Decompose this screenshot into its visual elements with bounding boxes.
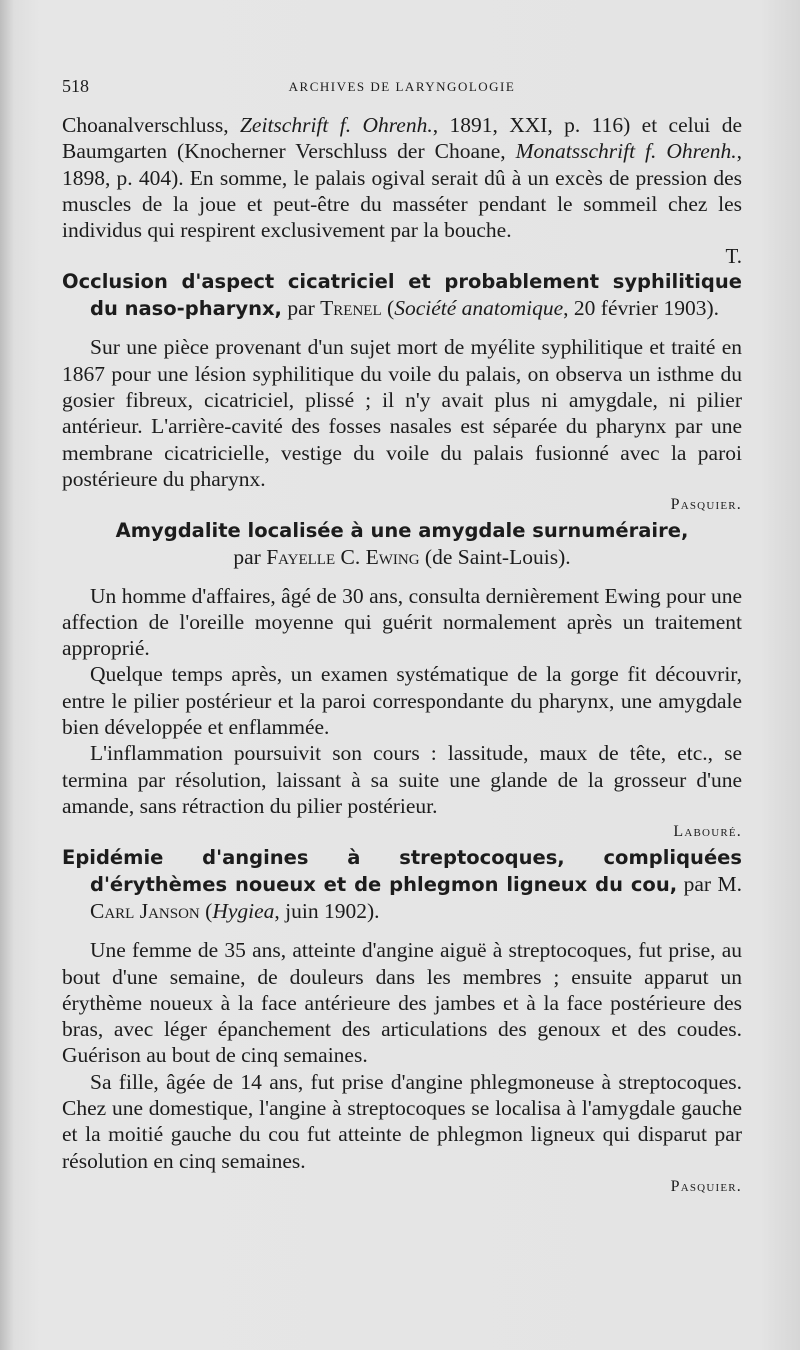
reviewer-signature: T. bbox=[725, 244, 742, 269]
article-title-amygdalite: Amygdalite localisée à une amygdale surnuméraire, bbox=[115, 519, 689, 543]
article-paragraph: L'inflammation poursuivit son cours : lassitude, maux de tête, etc., se termina par résolution, laissant à sa suite une glande de la grosseur d'une amande, sans rétraction du pilier postérieur. bbox=[62, 741, 742, 818]
article-paragraph: Un homme d'affaires, âgé de 30 ans, consulta dernièrement Ewing pour une affection de l'oreille moyenne qui guérit normalement après un traitement approprié. bbox=[62, 583, 742, 661]
page-number: 518 bbox=[62, 76, 89, 96]
author-name: Carl Janson bbox=[90, 899, 200, 924]
continued-paragraph: Choanalverschluss, Zeitschrift f. Ohrenh., 1891, XXI, p. 116) et celui de Baumgarten (Knocherner Verschluss der Choane, Monatsschrift f. Ohrenh., 1898, p. 404). En somme, le palais ogival serait dû à un excès de pression des muscles de la joue et peut-être du masséter pendant le sommeil chez les individus qui respirent exclusivement par la bouche. bbox=[62, 113, 742, 243]
journal-name: Zeitschrift f. Ohrenh. bbox=[239, 113, 433, 137]
article-paragraph: Une femme de 35 ans, atteinte d'angine aiguë à streptocoques, fut prise, au bout d'une semaine, de douleurs dans les membres ; ensuite apparut un érythème noueux à la face antérieure des jambes et à la face postérieure des bras, avec léger épanchement des articulations des genoux et des coudes. Guérison au bout de cinq semaines. bbox=[62, 938, 742, 1068]
article-paragraph: Sur une pièce provenant d'un sujet mort de myélite syphilitique et traité en 1867 pour une lésion syphilitique du voile du palais, on observa un isthme du gosier fibreux, cicatriciel, plissé ; il n'y avait plus ni amygdale, ni pilier antérieur. L'arrière-cavité des fosses nasales est séparée du pharynx par une membrane cicatricielle, vestige du voile du palais fusionné avec la paroi postérieure du pharynx. bbox=[62, 335, 742, 491]
reviewer-signature: Pasquier. bbox=[670, 496, 742, 514]
page-header bbox=[62, 76, 742, 100]
reviewer-signature: Pasquier. bbox=[670, 1177, 742, 1195]
author-name: Trenel bbox=[320, 296, 382, 321]
source-name: Société anatomique bbox=[394, 296, 564, 321]
article-paragraph: Quelque temps après, un examen systématique de la gorge fit découvrir, entre le pilier postérieur et la paroi correspondante du pharynx, une amygdale bien développée et enflammée. bbox=[62, 662, 742, 740]
author-name: Fayelle C. Ewing bbox=[266, 545, 420, 570]
source-name: Hygiea bbox=[212, 899, 275, 924]
article-title-occlusion: Occlusion d'aspect cicatriciel et probablement syphilitique du naso-pharynx, par Trenel (Société anatomique, 20 février 1903). bbox=[62, 270, 742, 321]
article-paragraph: Sa fille, âgée de 14 ans, fut prise d'angine phlegmoneuse à streptocoques. Chez une domestique, l'angine à streptocoques se localisa à l'amygdale gauche et la moitié gauche du cou fut atteinte de phlegmon ligneux qui disparut par résolution en cinq semaines. bbox=[62, 1069, 742, 1173]
running-title: ARCHIVES DE LARYNGOLOGIE bbox=[288, 79, 516, 94]
journal-name: Monatsschrift f. Ohrenh. bbox=[515, 139, 737, 164]
reviewer-signature: Labouré. bbox=[673, 823, 742, 841]
article-byline: par Fayelle C. Ewing (de Saint-Louis). bbox=[233, 545, 571, 570]
article-title-epidemie: Epidémie d'angines à streptocoques, compliquées d'érythèmes noueux et de phlegmon ligneux du cou, par M. Carl Janson (Hygiea, juin 1902). bbox=[62, 846, 742, 924]
page-body bbox=[62, 112, 742, 1200]
